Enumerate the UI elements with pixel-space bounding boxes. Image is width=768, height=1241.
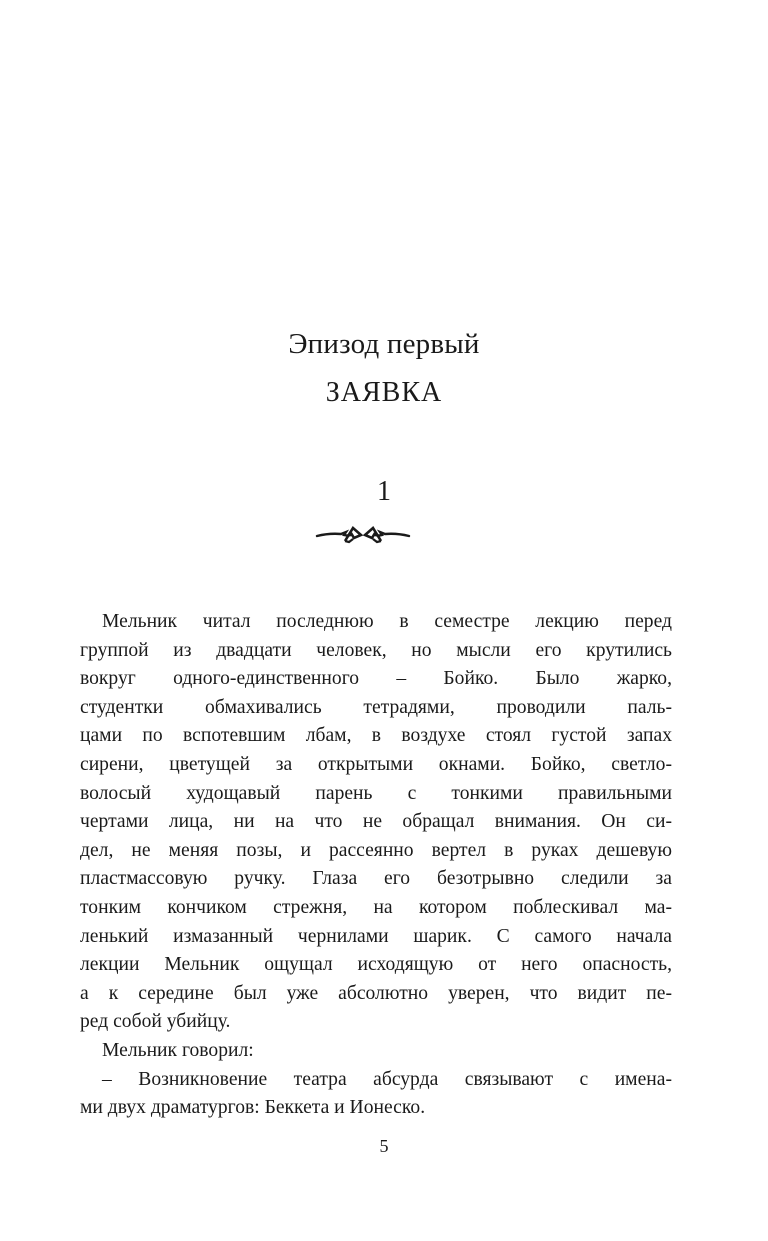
text-line: Мельник говорил: [102, 1039, 254, 1061]
text-line: лекции Мельник ощущал исходящую от него опасность, [80, 954, 672, 976]
section-number: 1 [377, 476, 391, 507]
text-line: ленький измазанный чернилами шарик. С самого начала [80, 925, 672, 947]
text-line: дел, не меняя позы, и рассеянно вертел в руках дешевую [80, 839, 672, 861]
text-line: студентки обмахивались тетрадями, проводили паль- [80, 696, 672, 718]
text-line: тонким кончиком стрежня, на котором поблескивал ма- [80, 896, 672, 918]
text-line: группой из двадцати человек, но мысли его крутились [80, 639, 672, 661]
text-line: пластмассовую ручку. Глаза его безотрывно следили за [80, 868, 672, 890]
text-line: – Возникновение театра абсурда связывают с имена- [102, 1068, 672, 1090]
text-line: Мельник читал последнюю в семестре лекцию перед [102, 611, 672, 632]
page-number: 5 [379, 1136, 389, 1156]
text-line: а к середине был уже абсолютно уверен, что видит пе- [80, 982, 672, 1004]
body-text [80, 608, 672, 1123]
text-line: чертами лица, ни на что не обращал внимания. Он си- [80, 811, 672, 833]
text-line: вокруг одного-единственного – Бойко. Было жарко, [80, 668, 672, 690]
episode-title: Эпизод первый [288, 328, 480, 360]
text-line: цами по вспотевшим лбам, в воздухе стоял густой запах [80, 725, 672, 747]
text-line: волосый худощавый парень с тонкими правильными [80, 782, 672, 804]
fleuron-ornament-icon [315, 521, 411, 549]
text-line: ми двух драматургов: Беккета и Ионеско. [80, 1097, 426, 1119]
chapter-title: ЗАЯВКА [325, 377, 443, 408]
text-line: сирени, цветущей за открытыми окнами. Бойко, светло- [80, 753, 672, 775]
text-line: ред собой убийцу. [80, 1011, 231, 1033]
